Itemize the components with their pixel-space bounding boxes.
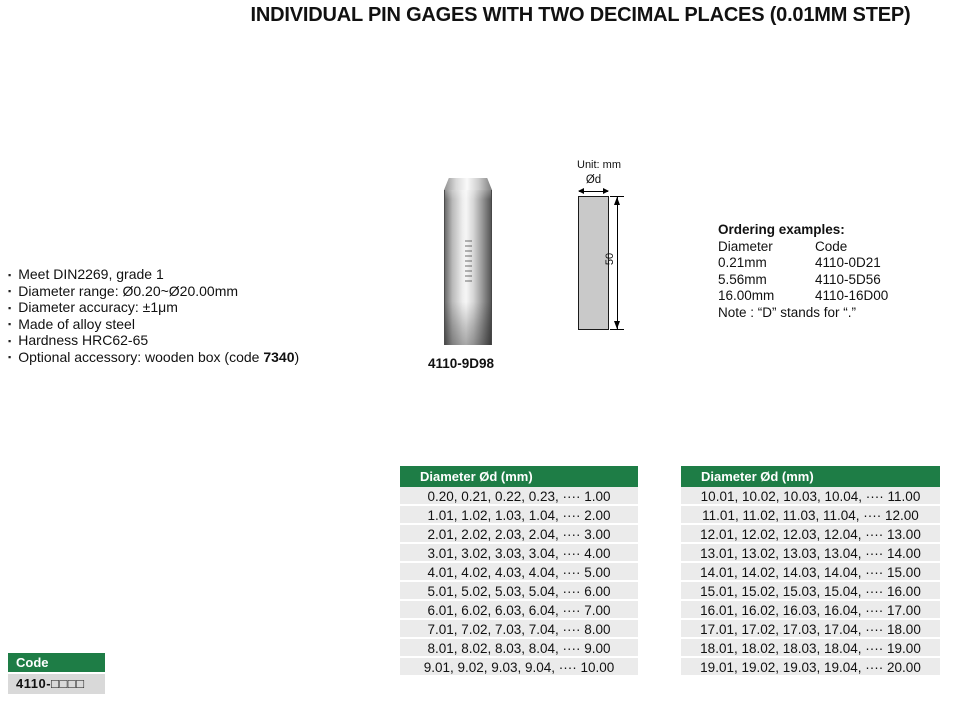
code-block xyxy=(8,653,105,694)
table-row: 6.01, 6.02, 6.03, 6.04, ···· 7.00 xyxy=(400,601,638,620)
table-row: 19.01, 19.02, 19.03, 19.04, ···· 20.00 xyxy=(681,658,940,677)
pin-caption: 4110-9D98 xyxy=(428,356,495,371)
feature-text: Diameter range: Ø0.20~Ø20.00mm xyxy=(18,282,239,299)
dim-arrow-left-icon xyxy=(578,188,584,194)
table-header: Diameter Ød (mm) xyxy=(681,466,940,487)
ordering-code: 4110-5D56 xyxy=(815,271,881,287)
ordering-diameter: 16.00mm xyxy=(718,288,775,303)
feature-item xyxy=(8,316,299,333)
table-row: 9.01, 9.02, 9.03, 9.04, ···· 10.00 xyxy=(400,658,638,677)
pin-top-chamfer xyxy=(444,178,492,190)
height-dim-label: 50 xyxy=(604,252,616,266)
ordering-diameter: 5.56mm xyxy=(718,271,767,287)
pin-engraving-marks xyxy=(465,240,472,282)
feature-item xyxy=(8,299,299,316)
pin-gage-photo xyxy=(444,178,492,345)
feature-text: ) xyxy=(294,348,300,365)
table-row: 17.01, 17.02, 17.03, 17.04, ···· 18.00 xyxy=(681,620,940,639)
ordering-diameter: 0.21mm xyxy=(718,255,767,270)
ordering-code: 4110-0D21 xyxy=(815,255,881,270)
table-row: 0.20, 0.21, 0.22, 0.23, ···· 1.00 xyxy=(400,487,638,506)
height-dim-line xyxy=(617,197,618,329)
table-row: 10.01, 10.02, 10.03, 10.04, ···· 11.00 xyxy=(681,487,940,506)
ordering-table xyxy=(718,239,888,305)
dim-arrow-up-icon xyxy=(614,197,620,205)
table-row: 16.01, 16.02, 16.03, 16.04, ···· 17.00 xyxy=(681,601,940,620)
diameter-table-left xyxy=(400,466,638,677)
feature-item xyxy=(8,349,299,366)
feature-text: Meet DIN2269, grade 1 xyxy=(18,266,164,282)
feature-text: Optional accessory: wooden box (code xyxy=(18,348,264,365)
ordering-code: 4110-16D00 xyxy=(815,288,889,303)
ordering-examples xyxy=(718,222,888,321)
dim-arrow-right-icon xyxy=(603,188,609,194)
bullet-icon: ▪ xyxy=(8,269,12,280)
table-row: 13.01, 13.02, 13.03, 13.04, ···· 14.00 xyxy=(681,544,940,563)
table-row: 2.01, 2.02, 2.03, 2.04, ···· 3.00 xyxy=(400,525,638,544)
code-value: 4110-□□□□ xyxy=(8,674,105,694)
feature-item xyxy=(8,332,299,349)
feature-item xyxy=(8,283,299,300)
diameter-dim-label: Ød xyxy=(585,174,602,186)
bullet-icon: ▪ xyxy=(8,302,12,313)
ordering-col-diameter: Diameter xyxy=(718,238,773,254)
code-header: Code xyxy=(8,653,105,672)
ordering-col-code: Code xyxy=(815,238,848,254)
feature-bold-code: 7340 xyxy=(263,348,295,365)
table-row: 4.01, 4.02, 4.03, 4.04, ···· 5.00 xyxy=(400,563,638,582)
feature-text: Hardness HRC62-65 xyxy=(18,332,149,348)
dim-arrow-down-icon xyxy=(614,321,620,329)
bullet-icon: ▪ xyxy=(8,352,12,362)
feature-item xyxy=(8,266,299,283)
table-row: 5.01, 5.02, 5.03, 5.04, ···· 6.00 xyxy=(400,582,638,601)
extension-line-bottom xyxy=(610,329,624,330)
table-header: Diameter Ød (mm) xyxy=(400,466,638,487)
unit-label: Unit: mm xyxy=(577,159,621,171)
table-row: 15.01, 15.02, 15.03, 15.04, ···· 16.00 xyxy=(681,582,940,601)
bullet-icon: ▪ xyxy=(8,286,12,296)
features-list xyxy=(8,266,299,365)
table-row: 12.01, 12.02, 12.03, 12.04, ···· 13.00 xyxy=(681,525,940,544)
bullet-icon: ▪ xyxy=(8,319,12,329)
table-row: 7.01, 7.02, 7.03, 7.04, ···· 8.00 xyxy=(400,620,638,639)
table-row: 8.01, 8.02, 8.03, 8.04, ···· 9.00 xyxy=(400,639,638,658)
feature-text: Diameter accuracy: ±1μm xyxy=(18,299,178,315)
feature-text: Made of alloy steel xyxy=(18,315,135,332)
diameter-table-right xyxy=(681,466,940,677)
table-row: 11.01, 11.02, 11.03, 11.04, ···· 12.00 xyxy=(681,506,940,525)
table-row: 3.01, 3.02, 3.03, 3.04, ···· 4.00 xyxy=(400,544,638,563)
table-row: 18.01, 18.02, 18.03, 18.04, ···· 19.00 xyxy=(681,639,940,658)
bullet-icon: ▪ xyxy=(8,335,12,346)
table-row: 1.01, 1.02, 1.03, 1.04, ···· 2.00 xyxy=(400,506,638,525)
page-title: INDIVIDUAL PIN GAGES WITH TWO DECIMAL PLACES (0.01MM STEP) xyxy=(250,4,911,26)
ordering-note: Note : “D” stands for “.” xyxy=(718,304,857,320)
ordering-title: Ordering examples: xyxy=(718,222,845,237)
table-row: 14.01, 14.02, 14.03, 14.04, ···· 15.00 xyxy=(681,563,940,582)
